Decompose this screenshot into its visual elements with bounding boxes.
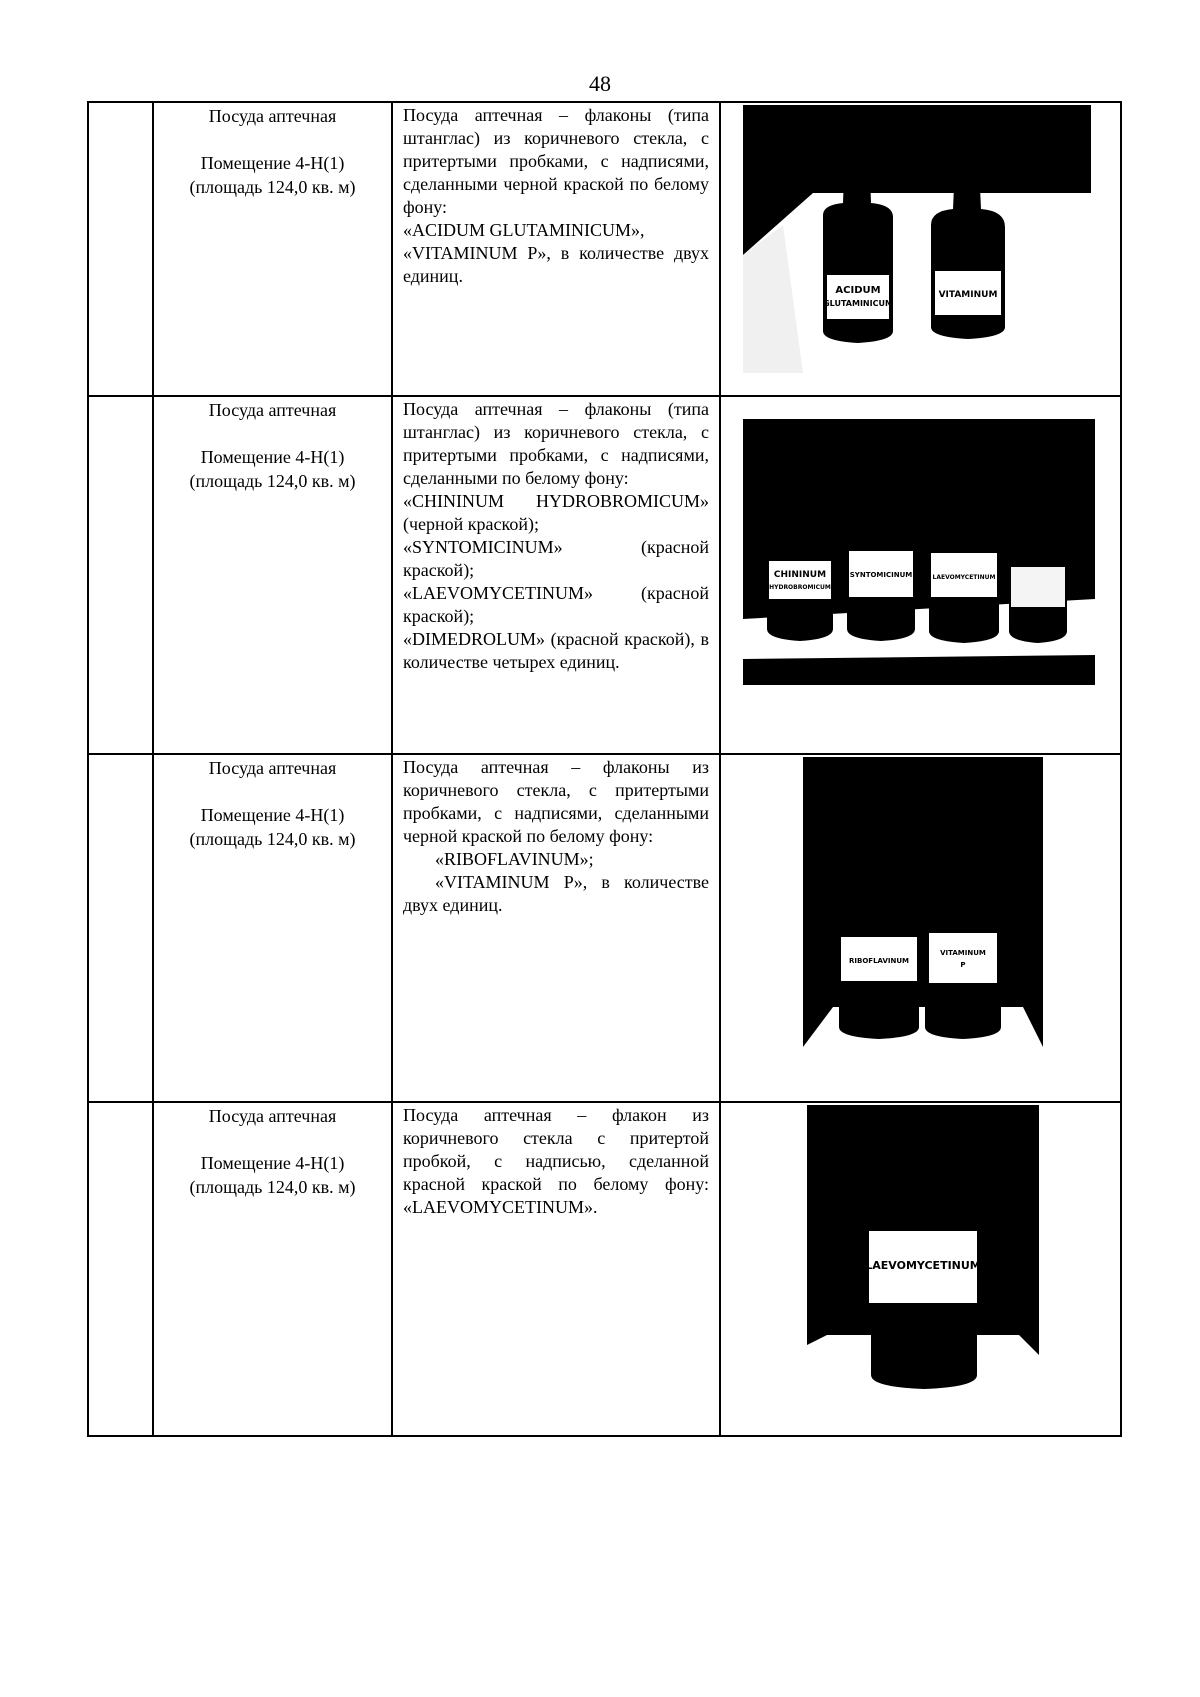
description-text: Посуда аптечная – флакон из коричневого стекла с притертой пробкой, с надписью, сделанной красной краской по белому фону: «LAEVOMYCETINUM». [403,1105,709,1217]
table-row [88,754,1121,1102]
description-text: «CHININUM HYDROBROMICUM» (черной краской); [403,491,709,534]
item-cell [153,1102,392,1436]
area-label: (площадь 124,0 кв. м) [189,1177,356,1197]
number-cell [88,102,153,396]
description-text: Посуда аптечная – флаконы (типа штанглас) из коричневого стекла, с притертыми пробками, с надписями, сделанными по белому фону: [403,399,709,488]
photo-cell [720,396,1121,754]
description-text: «VITAMINUM P», в количестве двух единиц. [403,872,709,915]
description-cell [392,396,720,754]
inventory-table [87,101,1122,1437]
item-location [154,445,391,493]
number-cell [88,754,153,1102]
area-label: (площадь 124,0 кв. м) [189,471,356,491]
description-text: «VITAMINUM P», в количестве двух единиц. [403,243,709,286]
item-name: Посуда аптечная [208,1106,337,1126]
bottle-label: SYNTOMICINUM [849,571,913,579]
bottles-photo [743,105,1091,373]
bottle-label: LAEVOMYCETINUM [865,1259,981,1272]
number-cell [88,1102,153,1436]
item-location [154,151,391,199]
description-text: Посуда аптечная – флаконы из коричневого стекла, с притертыми пробками, с надписями, сделанными черной краской по белому фону: [403,757,709,846]
item-cell [153,754,392,1102]
bottle-label: CHININUM [773,570,827,580]
bottles-photo-illustration [743,419,1095,685]
item-name: Посуда аптечная [208,106,337,126]
bottles-photo-illustration [803,757,1043,1077]
bottle-label: HYDROBROMICUM [769,584,831,591]
bottle-label: LAEVOMYCETINUM [932,574,996,581]
description-cell [392,754,720,1102]
room-label: Помещение 4-Н(1) [200,447,345,467]
bottle-photo-illustration [807,1105,1039,1413]
item-name: Посуда аптечная [208,400,337,420]
room-label: Помещение 4-Н(1) [200,1153,345,1173]
item-location [154,1151,391,1199]
bottle-label: VITAMINUM [938,290,998,300]
table-row [88,396,1121,754]
page-number: 48 [589,71,611,96]
photo-cell [720,754,1121,1102]
item-cell [153,396,392,754]
area-label: (площадь 124,0 кв. м) [189,829,356,849]
room-label: Помещение 4-Н(1) [200,805,345,825]
item-cell [153,102,392,396]
bottle-photo [807,1105,1039,1413]
bottle-label: GLUTAMINICUM [823,299,893,308]
area-label: (площадь 124,0 кв. м) [189,177,356,197]
description-text: «SYNTOMICINUM» (красной краской); [403,537,709,580]
photo-cell [720,1102,1121,1436]
description-cell [392,102,720,396]
item-location [154,803,391,851]
bottles-photo [743,419,1095,685]
bottles-photo [803,757,1043,1077]
description-text: «DIMEDROLUM» (красной краской), в количестве четырех единиц. [403,629,709,672]
room-label: Помещение 4-Н(1) [200,153,345,173]
table-row [88,1102,1121,1436]
bottles-photo-illustration [743,105,1091,373]
description-text: «ACIDUM GLUTAMINICUM», [403,220,645,240]
description-text: «RIBOFLAVINUM»; [435,849,594,869]
item-name: Посуда аптечная [208,758,337,778]
table-row [88,102,1121,396]
bottle-label: VITAMINUM [940,949,986,957]
description-text: Посуда аптечная – флаконы (типа штанглас) из коричневого стекла, с притертыми пробками, с надписями, сделанными черной краской по белому фону: [403,105,709,217]
description-cell [392,1102,720,1436]
bottle-label: ACIDUM [835,285,881,296]
bottle-label: RIBOFLAVINUM [849,957,909,965]
photo-cell [720,102,1121,396]
description-text: «LAEVOMYCETINUM» (красной краской); [403,583,709,626]
bottle-label: P [960,961,966,969]
number-cell [88,396,153,754]
